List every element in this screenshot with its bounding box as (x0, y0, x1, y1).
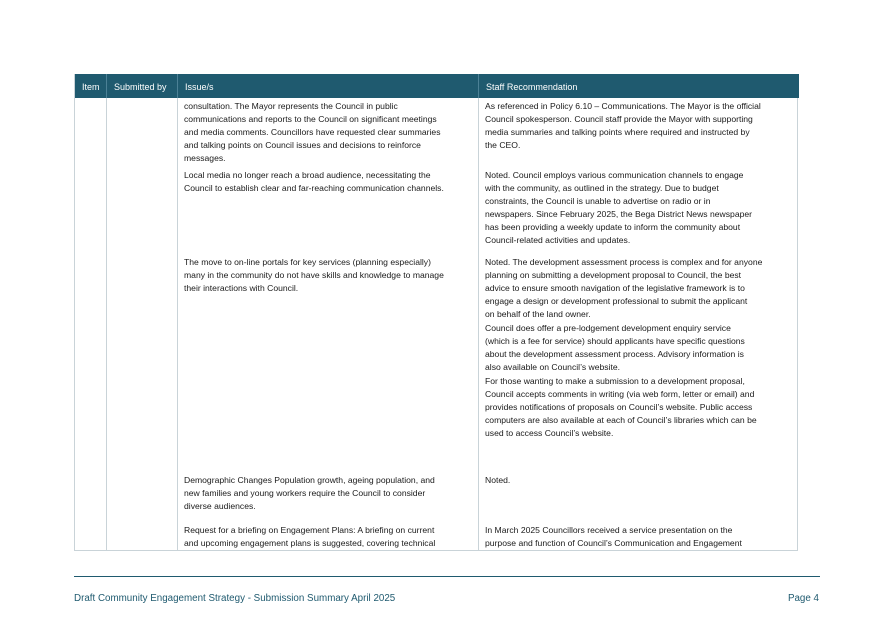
text-line: engage a design or development professional to submit the applicant (485, 296, 748, 307)
issue-cell (184, 256, 444, 295)
text-line: media summaries and talking points where required and instructed by (485, 127, 750, 138)
recommendation-cell (485, 375, 757, 440)
text-line: provides notifications of proposals on Council’s website. Public access (485, 402, 753, 413)
recommendation-cell (485, 169, 752, 248)
recommendation-cell (485, 322, 745, 374)
text-line: and upcoming engagement plans is suggested, covering technical (184, 538, 436, 549)
header-issues: Issue/s (185, 82, 214, 92)
text-line: Local media no longer reach a broad audience, necessitating the (184, 170, 431, 180)
text-line: The move to on-line portals for key services (planning especially) (184, 257, 431, 267)
text-line: Noted. (485, 475, 511, 485)
column-divider (177, 74, 178, 551)
issue-cell (184, 524, 435, 550)
text-line: their interactions with Council. (184, 283, 299, 294)
text-line: Council to establish clear and far-reaching communication channels. (184, 183, 444, 194)
issue-cell (184, 474, 435, 513)
text-line: also available on Council’s website. (485, 362, 621, 373)
issue-cell (184, 169, 444, 195)
text-line: For those wanting to make a submission to a development proposal, (485, 376, 745, 386)
text-line: used to access Council’s website. (485, 428, 614, 439)
text-line: purpose and function of Council’s Communication and Engagement (485, 538, 742, 549)
header-divider (106, 74, 107, 98)
text-line: planning on submitting a development proposal to Council, the best (485, 270, 742, 281)
table-header-row (75, 74, 799, 98)
header-item: Item (82, 82, 100, 92)
submissions-table (74, 74, 798, 551)
text-line: Request for a briefing on Engagement Plans: A briefing on current (184, 525, 435, 535)
text-line: with the community, as outlined in the strategy. Due to budget (485, 183, 719, 194)
recommendation-cell (485, 524, 742, 550)
text-line: Council spokesperson. Council staff provide the Mayor with supporting (485, 114, 753, 125)
text-line: Noted. The development assessment process is complex and for anyone (485, 257, 763, 267)
recommendation-cell (485, 474, 510, 487)
column-divider (106, 74, 107, 551)
text-line: As referenced in Policy 6.10 – Communications. The Mayor is the official (485, 101, 761, 111)
text-line: and talking points on Council issues and decisions to reinforce (184, 140, 421, 151)
page-number: Page 4 (787, 593, 819, 604)
text-line: Council accepts comments in writing (via web form, letter or email) and (485, 389, 755, 400)
issue-cell (184, 100, 441, 165)
text-line: advice to ensure smooth navigation of the legislative framework is to (485, 283, 745, 294)
text-line: (which is a fee for service) should applicants have specific questions (485, 336, 745, 347)
text-line: newspapers. Since February 2025, the Bega District News newspaper (485, 209, 753, 220)
text-line: computers are also available at each of Council’s libraries which can be (485, 415, 757, 426)
header-submitted-by: Submitted by (114, 82, 167, 92)
recommendation-cell (485, 256, 762, 321)
text-line: Noted. Council employs various communication channels to engage (485, 170, 744, 180)
text-line: Demographic Changes Population growth, ageing population, and (184, 475, 435, 485)
text-line: on behalf of the land owner. (485, 309, 591, 320)
text-line: the CEO. (485, 140, 521, 151)
text-line: Council-related activities and updates. (485, 235, 631, 246)
text-line: messages. (184, 153, 226, 164)
footer-divider (74, 576, 820, 577)
text-line: Council does offer a pre-lodgement development enquiry service (485, 323, 731, 333)
text-line: In March 2025 Councillors received a service presentation on the (485, 525, 733, 535)
recommendation-cell (485, 100, 761, 152)
text-line: and media comments. Councillors have requested clear summaries (184, 127, 441, 138)
text-line: diverse audiences. (184, 501, 256, 512)
header-staff-recommendation: Staff Recommendation (486, 82, 578, 92)
text-line: consultation. The Mayor represents the Council in public (184, 101, 398, 111)
text-line: constraints, the Council is unable to advertise on radio or in (485, 196, 711, 207)
text-line: many in the community do not have skills and knowledge to manage (184, 270, 444, 281)
header-divider (177, 74, 178, 98)
text-line: has been providing a weekly update to inform the community about (485, 222, 741, 233)
text-line: communications and reports to the Council on significant meetings (184, 114, 437, 125)
column-divider (478, 74, 479, 551)
text-line: about the development assessment process. Advisory information is (485, 349, 744, 360)
header-divider (478, 74, 479, 98)
text-line: new families and young workers require the Council to consider (184, 488, 426, 499)
footer-title: Draft Community Engagement Strategy - Submission Summary April 2025 (74, 593, 396, 604)
